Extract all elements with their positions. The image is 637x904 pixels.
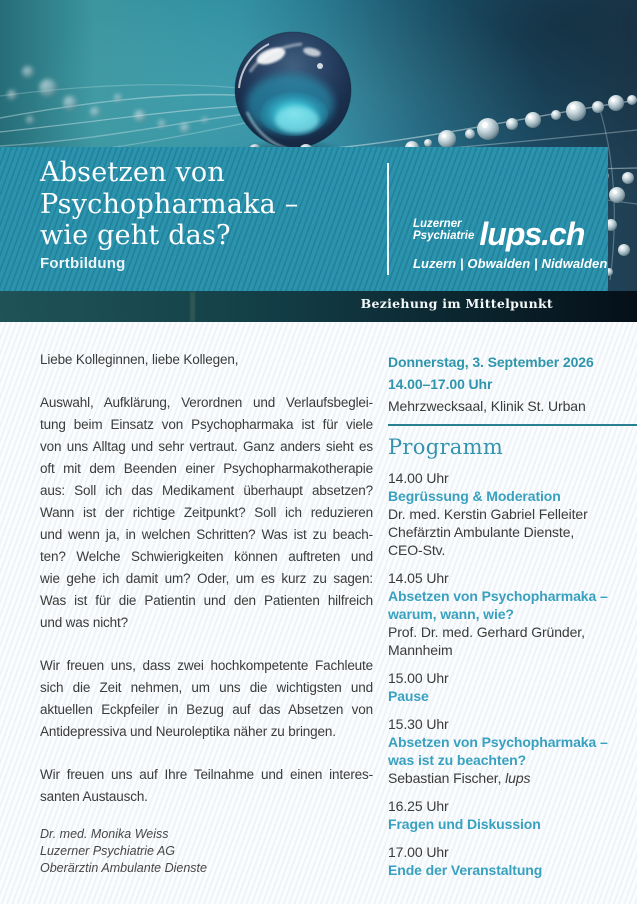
letter-line: sich die Zeit nehmen, um uns die wichtigsten und	[40, 680, 373, 695]
letter-paragraph	[40, 655, 373, 743]
program-item-title: Absetzen von Psychopharmaka –	[388, 734, 608, 750]
program-item-time: 16.25 Uhr	[388, 798, 449, 814]
tagline: Beziehung im Mittelpunkt	[360, 296, 553, 311]
letter-line: Wir freuen uns, dass zwei hochkompetente Fachleute	[40, 658, 373, 673]
program-item-time: 15.00 Uhr	[388, 670, 449, 686]
letter-line: Wir freuen uns auf Ihre Teilnahme und einen interes-	[40, 767, 373, 782]
program-item	[388, 669, 637, 705]
program-item-title: Pause	[388, 688, 429, 704]
event-location: Mehrzwecksaal, Klinik St. Urban	[388, 398, 586, 414]
program-heading: Programm	[388, 435, 504, 459]
program-item-detail: Dr. med. Kerstin Gabriel Felleiter	[388, 506, 588, 522]
flyer-title-line: Absetzen von	[40, 157, 225, 188]
letter-line: aktuellen Eckpfeiler in Bezug auf das Absetzen von	[40, 702, 373, 717]
lups-logo-org-line1: Luzerner	[413, 218, 462, 230]
letter-line: santen Austausch.	[40, 789, 148, 804]
letter-line: oft mit dem Beenden einer Psychopharmakotherapie	[40, 461, 373, 476]
event-column	[388, 351, 637, 889]
program-item	[388, 569, 637, 659]
program-list	[388, 469, 637, 879]
letter-greeting: Liebe Kolleginnen, liebe Kollegen,	[40, 352, 239, 367]
program-item-title: Begrüssung & Moderation	[388, 488, 561, 504]
letter-line: wie gehe ich damit um? Oder, um es kurz zu sagen:	[40, 571, 373, 586]
lups-logo-organisation	[413, 219, 474, 247]
signature-line: Dr. med. Monika Weiss	[40, 827, 169, 841]
program-item-detail: Mannheim	[388, 642, 453, 658]
program-item-detail: Sebastian Fischer, lups	[388, 770, 531, 786]
letter-line: und wenn ja, in welchen Schritten? Was ist zu beach-	[40, 527, 373, 542]
program-item	[388, 843, 637, 879]
flyer-title	[40, 157, 298, 252]
program-item-title: Absetzen von Psychopharmaka –	[388, 588, 608, 604]
program-item-title: was ist zu beachten?	[388, 752, 527, 768]
program-item	[388, 715, 637, 787]
event-time: 14.00–17.00 Uhr	[388, 376, 493, 392]
program-item-time: 14.05 Uhr	[388, 570, 449, 586]
program-item-detail: CEO-Stv.	[388, 542, 446, 558]
flyer-title-line: Psychopharmaka –	[40, 188, 299, 220]
program-item	[388, 797, 637, 833]
letter-line: Antidepressiva und Neuroleptika näher zu bringen.	[40, 724, 336, 739]
program-item	[388, 469, 637, 559]
lups-logo-regions: Luzern | Obwalden | Nidwalden	[413, 256, 608, 271]
letter-line: aus: Soll ich das Medikament überhaupt absetzen?	[40, 483, 373, 498]
letter-line: Auswahl, Aufklärung, Verordnen und Verlaufsbeglei-	[40, 395, 373, 410]
lups-logo-wordmark: lups.ch	[479, 216, 585, 252]
letter-column	[40, 349, 373, 877]
program-item-title: warum, wann, wie?	[388, 606, 514, 622]
letter-line: ten? Welche Schwierigkeiten können auftreten und	[40, 549, 373, 564]
letter-paragraph	[40, 764, 373, 808]
letter-line: Was ist für die Patientin und den Patienten hilfreich	[40, 593, 373, 608]
title-banner	[0, 147, 608, 291]
lups-logo-top	[413, 216, 607, 252]
signature-line: Oberärztin Ambulante Dienste	[40, 861, 207, 875]
flyer-subtitle: Fortbildung	[40, 255, 126, 272]
program-item-title: Ende der Veranstaltung	[388, 862, 543, 878]
letter-line: tung beim Einsatz von Psychopharmaka ist für viele	[40, 417, 373, 432]
letter-signature	[40, 826, 373, 877]
flyer-title-line: wie geht das?	[40, 220, 231, 251]
program-item-detail: Prof. Dr. med. Gerhard Gründer,	[388, 624, 585, 640]
program-item-title: Fragen und Diskussion	[388, 816, 541, 832]
letter-line: Wann ist der richtige Zeitpunkt? Soll ich reduzieren	[40, 505, 373, 520]
lups-logo-org-line2: Psychiatrie	[413, 229, 475, 242]
program-item-time: 15.30 Uhr	[388, 716, 449, 732]
event-date: Donnerstag, 3. September 2026	[388, 354, 594, 370]
program-item-time: 14.00 Uhr	[388, 470, 449, 486]
program-item-time: 17.00 Uhr	[388, 844, 449, 860]
program-item-detail: Chefärztin Ambulante Dienste,	[388, 524, 575, 540]
letter-line: von uns Alltag und sehr vertraut. Ganz anders sieht es	[40, 439, 373, 454]
signature-line: Luzerner Psychiatrie AG	[40, 844, 176, 858]
letter-paragraph	[40, 392, 373, 634]
letter-line: und was nicht?	[40, 615, 128, 630]
banner-divider-line	[387, 163, 389, 275]
section-rule	[388, 424, 637, 426]
lups-logo	[413, 216, 608, 271]
